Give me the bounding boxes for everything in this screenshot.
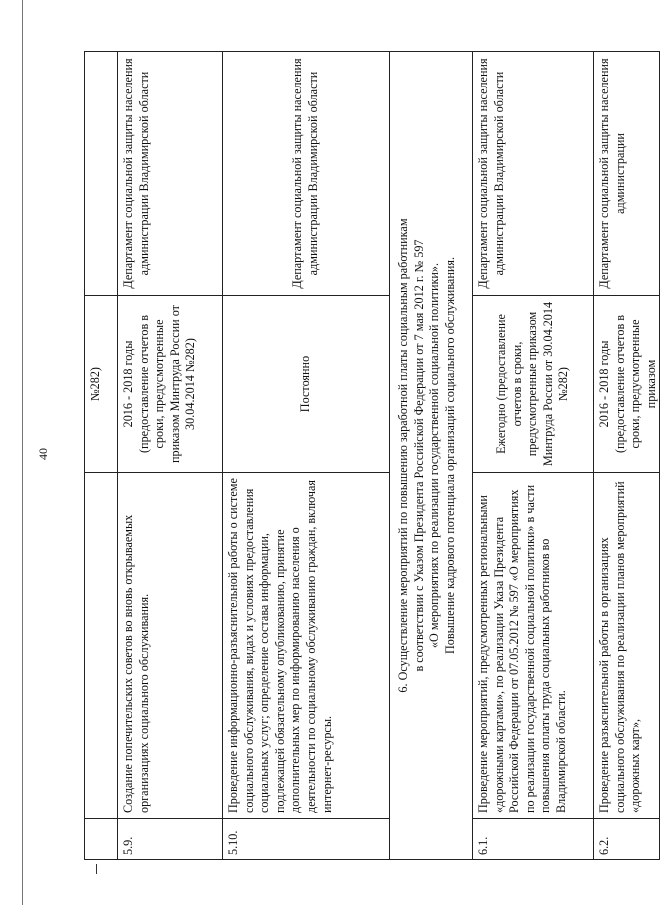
measure-cell: Проведение информационно-разъяснительной работы о системе социального обслуживания, видах и условиях предоставления социальных услуг; определение состава информации, подлежащей обязательному опубликованию, принятие дополнительных мер по информированию населения о деятельности по социальному обслуживанию граждан, включая интернет-ресурсы. [223,473,390,819]
section-line: в соответствии с Указом Президента Российской Федерации от 7 мая 2012 г. № 597 [411,239,426,672]
section-line: «О мероприятиях по реализации государственной социальной политики». [427,262,442,649]
table-row [118,52,223,860]
measure-cell: Проведение мероприятий, предусмотренных региональными «дорожными картами», по реализации Указа Президента Российской Федерации от 07.05.2012 № 597 «О мероприятиях по реализации государственной социальной политики» в части повышения оплаты труда социальных работников во Владимирской области. [473,473,594,819]
section-6-heading [390,52,473,860]
row-number: 5.10. [223,819,390,860]
section-line: 6. Осуществление мероприятий по повышению заработной платы социальным работникам [396,218,410,693]
measure-cell [85,473,118,819]
measure-cell: Создание попечительских советов во вновь открываемых организациях социального обслуживания. [118,473,223,819]
term-text: Постоянно [298,355,313,413]
term-cell [223,296,390,473]
executor-cell: Департамент социальной защиты населения администрации Владимирской области [118,52,223,296]
term-text: Ежегодно (предоставление отчетов в сроки, предусмотренные приказом Минтруда России от 30.04.2014 №282) [494,301,571,467]
table-container [84,52,658,860]
rotated-table-sheet [84,52,658,860]
binding-line [22,0,23,905]
margin-tick [96,864,97,874]
row-number: 5.9. [118,819,223,860]
table-row [473,52,594,860]
page-number: 40 [36,448,50,460]
executor-cell: Департамент социальной защиты населения администрации [594,52,660,296]
term-cell: 2016 - 2018 годы (предоставление отчетов в сроки, предусмотренные приказом [594,296,660,473]
term-cell [473,296,594,473]
executor-text: Департамент социальной защиты населения администрации Владимирской области [290,58,320,289]
section-header-row [390,52,473,860]
row-number: 6.2. [594,819,660,860]
executor-cell [223,52,390,296]
section-line: Повышение кадрового потенциала организаций социального обслуживания. [442,256,457,655]
measure-cell: Проведение разъяснительной работы в организациях социального обслуживания по реализации планов мероприятий «дорожных карт», [594,473,660,819]
table-row [594,52,660,860]
table-row [85,52,118,860]
term-cell: №282) [85,296,118,473]
row-number [85,819,118,860]
row-number: 6.1. [473,819,594,860]
executor-cell: Департамент социальной защиты населения администрации Владимирской области [473,52,594,296]
table-row [223,52,390,860]
measures-table [84,51,660,860]
term-cell: 2016 - 2018 годы (предоставление отчетов в сроки, предусмотренные приказом Минтруда России от 30.04.2014 №282) [118,296,223,473]
executor-cell [85,52,118,296]
